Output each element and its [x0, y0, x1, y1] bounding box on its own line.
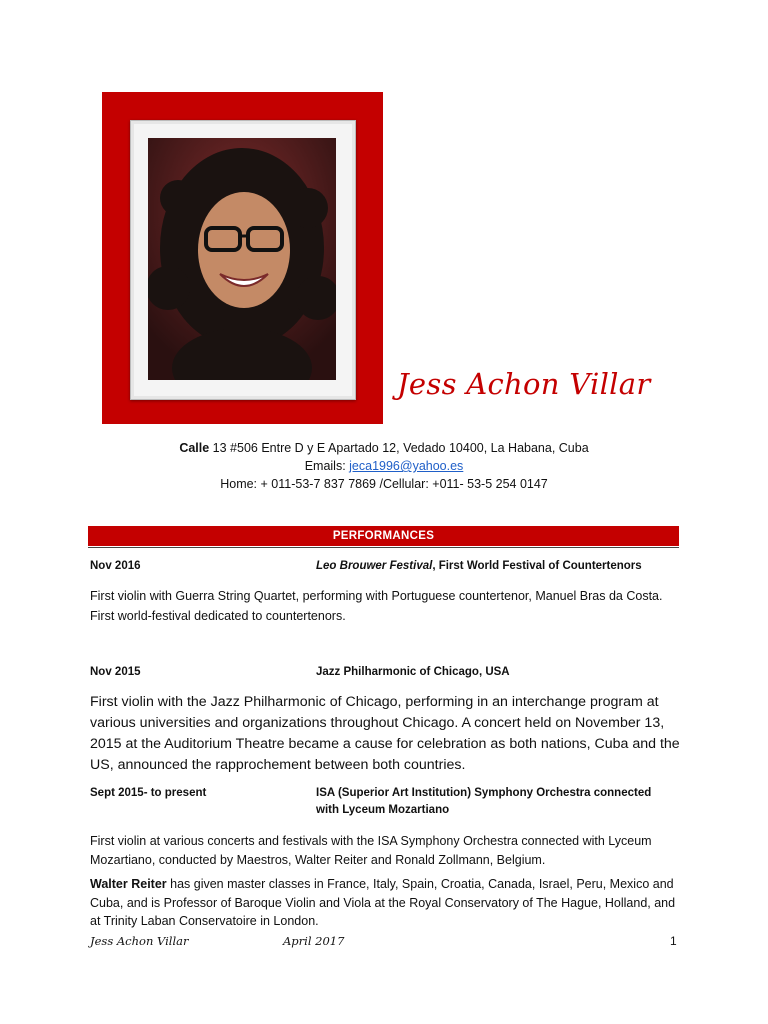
- photo-mat: [130, 120, 356, 400]
- address-label: Calle: [179, 441, 210, 455]
- entry-title: Jazz Philharmonic of Chicago, USA: [316, 666, 510, 678]
- entry-title-italic: Leo Brouwer Festival: [316, 560, 433, 572]
- entry-date: Nov 2016: [90, 560, 141, 572]
- emails-label: Emails:: [304, 459, 350, 473]
- entry-extra-rest: has given master classes in France, Italy, Spain, Croatia, Canada, Israel, Peru, Mexico and Cuba, and is Professor of Baroque Violin and Viola at the Royal Conservatory of The Hague, Holland, and at Trinity Laban Conservatoire in London.: [90, 877, 676, 928]
- footer-author: Jess Achon Villar: [90, 934, 189, 948]
- page-number: 1: [670, 934, 677, 948]
- person-name: Jess Achon Villar: [397, 367, 651, 401]
- entry-description: First violin with the Jazz Philharmonic of Chicago, performing in an interchange program at various universities and organizations throughout Chicago. A concert held on November 13, 2015 at the Auditorium Theatre became a cause for celebration as both nations, Cuba and the US, announced the rapprochement between both countries.: [90, 694, 680, 773]
- entry-title-rest: , First World Festival of Countertenors: [432, 560, 642, 572]
- portrait-photo: [148, 138, 336, 380]
- entry-date: Nov 2015: [90, 666, 141, 678]
- entry-description: First violin with Guerra String Quartet, performing with Portuguese countertenor, Manuel Bras da Costa. First world-festival dedicated to countertenors.: [90, 589, 663, 623]
- email-link[interactable]: jeca1996@yahoo.es: [349, 459, 464, 473]
- entry-title: [316, 558, 676, 575]
- phone-line: Home: + 011-53-7 837 7869 /Cellular: +011- 53-5 254 0147: [220, 477, 548, 491]
- entry-date: Sept 2015- to present: [90, 787, 207, 799]
- entry-title: ISA (Superior Art Institution) Symphony Orchestra connected with Lyceum Mozartiano: [316, 787, 652, 816]
- entry-description: First violin at various concerts and festivals with the ISA Symphony Orchestra connected with Lyceum Mozartiano, conducted by Maestros, Walter Reiter and Ronald Zollmann, Belgium.: [90, 834, 652, 867]
- footer-date: April 2017: [283, 934, 345, 948]
- entry-extra: [90, 875, 682, 931]
- address-text: 13 #506 Entre D y E Apartado 12, Vedado 10400, La Habana, Cuba: [209, 441, 589, 455]
- address-line: [0, 441, 768, 455]
- section-header-performances: PERFORMANCES: [88, 526, 679, 546]
- section-divider: [88, 547, 679, 548]
- photo-frame: [102, 92, 383, 424]
- email-line: [0, 459, 768, 473]
- entry-extra-bold: Walter Reiter: [90, 877, 167, 891]
